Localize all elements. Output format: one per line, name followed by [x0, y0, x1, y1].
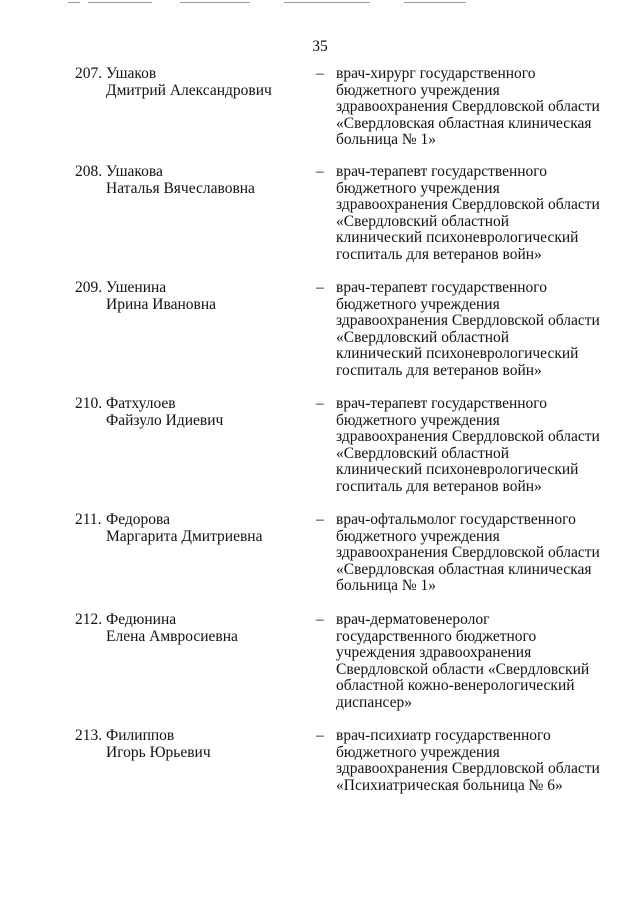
person-name	[106, 164, 306, 197]
person-name	[106, 512, 306, 545]
person-name	[106, 280, 306, 313]
dash-separator: –	[316, 395, 324, 412]
position-line: здравоохранения Свердловской области	[336, 196, 600, 213]
position-line: больница № 1»	[336, 577, 437, 594]
position-line: бюджетного учреждения	[336, 81, 500, 99]
entry-number: 209.	[75, 279, 103, 296]
position-line: врач-терапевт государственного	[336, 279, 548, 296]
position-line: учреждения здравоохранения	[336, 644, 532, 661]
position-line: госпиталь для ветеранов войн»	[336, 477, 542, 495]
position-line: госпиталь для ветеранов войн»	[336, 361, 542, 379]
position-line: здравоохранения Свердловской области	[336, 760, 600, 777]
given-names: Ирина Ивановна	[106, 295, 217, 313]
surname: Ушенина	[106, 279, 167, 296]
surname: Ушакова	[106, 163, 163, 180]
position-line: «Свердловская областная клиническая	[336, 114, 592, 132]
position-line: областной кожно-венерологический	[336, 677, 575, 694]
surname: Федюнина	[106, 611, 177, 628]
position-description	[336, 728, 636, 794]
dash-separator: –	[316, 611, 324, 628]
position-line: врач-психиатр государственного	[336, 727, 551, 744]
given-names: Наталья Вячеславовна	[106, 179, 255, 197]
position-line: здравоохранения Свердловской области	[336, 428, 600, 445]
entry-number: 213.	[75, 727, 103, 744]
position-line: «Свердловский областной	[336, 444, 510, 462]
person-name	[106, 66, 306, 99]
dash-separator: –	[316, 511, 324, 528]
position-line: врач-дерматовенеролог	[336, 611, 490, 628]
given-names: Маргарита Дмитриевна	[106, 527, 263, 545]
dash-separator: –	[316, 727, 324, 744]
given-names: Елена Амвросиевна	[106, 627, 238, 645]
position-line: здравоохранения Свердловской области	[336, 98, 600, 115]
position-line: врач-терапевт государственного	[336, 163, 548, 180]
position-line: «Свердловский областной	[336, 212, 510, 230]
entry-number: 210.	[75, 395, 103, 412]
position-line: клинический психоневрологический	[336, 461, 579, 478]
entry-number: 207.	[75, 65, 103, 82]
position-line: клинический психоневрологический	[336, 345, 579, 362]
position-line: врач-терапевт государственного	[336, 395, 548, 412]
person-name	[106, 396, 306, 429]
position-line: «Свердловский областной	[336, 328, 510, 346]
position-line: государственного бюджетного	[336, 627, 537, 645]
position-line: госпиталь для ветеранов войн»	[336, 245, 542, 263]
position-line: здравоохранения Свердловской области	[336, 312, 600, 329]
position-line: врач-офтальмолог государственного	[336, 511, 576, 528]
position-description	[336, 396, 636, 495]
entry-number: 212.	[75, 611, 103, 628]
given-names: Дмитрий Александрович	[106, 81, 272, 99]
position-line: врач-хирург государственного	[336, 65, 536, 82]
page-number: 35	[312, 38, 328, 55]
entry-number: 211.	[75, 511, 102, 528]
position-description	[336, 66, 636, 149]
surname: Филиппов	[106, 727, 175, 744]
position-line: бюджетного учреждения	[336, 743, 500, 761]
dash-separator: –	[316, 65, 324, 82]
position-line: «Свердловская областная клиническая	[336, 560, 592, 578]
position-line: «Психиатрическая больница № 6»	[336, 776, 563, 794]
position-line: диспансер»	[336, 693, 412, 711]
position-description	[336, 164, 636, 263]
dash-separator: –	[316, 279, 324, 296]
scan-edge-marks	[0, 0, 640, 6]
position-line: клинический психоневрологический	[336, 229, 579, 246]
dash-separator: –	[316, 163, 324, 180]
position-description	[336, 612, 636, 711]
person-name	[106, 612, 306, 645]
position-line: Свердловской области «Свердловский	[336, 660, 590, 678]
entry-number: 208.	[75, 163, 103, 180]
given-names: Игорь Юрьевич	[106, 743, 211, 761]
given-names: Файзуло Идиевич	[106, 411, 224, 429]
position-description	[336, 512, 636, 595]
position-description	[336, 280, 636, 379]
position-line: бюджетного учреждения	[336, 179, 500, 197]
person-name	[106, 728, 306, 761]
surname: Федорова	[106, 511, 171, 528]
position-line: бюджетного учреждения	[336, 527, 500, 545]
surname: Ушаков	[106, 65, 157, 82]
position-line: больница № 1»	[336, 131, 437, 148]
position-line: бюджетного учреждения	[336, 295, 500, 313]
position-line: бюджетного учреждения	[336, 411, 500, 429]
surname: Фатхулоев	[106, 395, 176, 412]
position-line: здравоохранения Свердловской области	[336, 544, 600, 561]
